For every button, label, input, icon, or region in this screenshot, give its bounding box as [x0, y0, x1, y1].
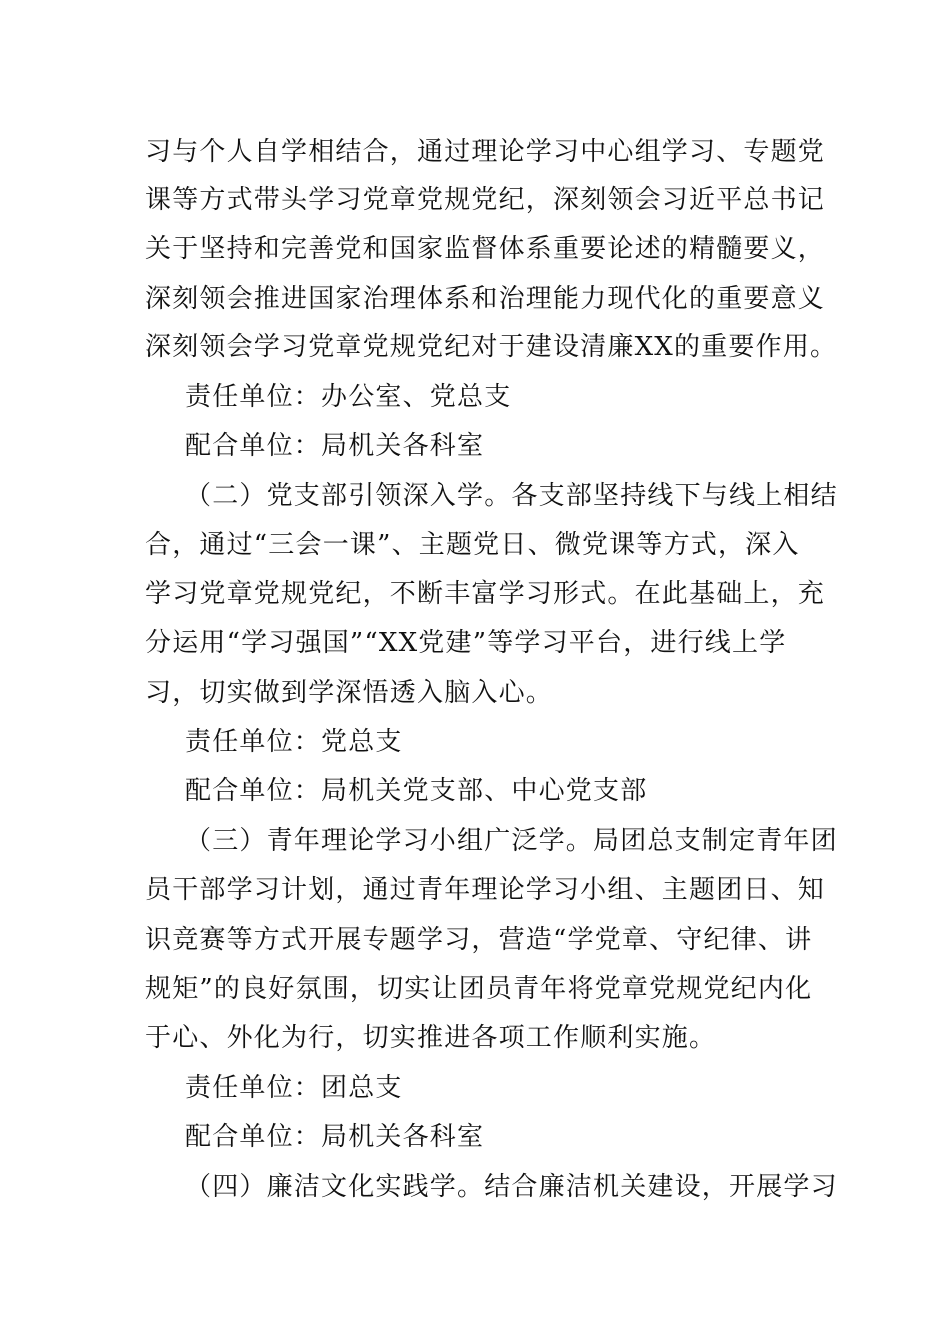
cooperating-unit-1: 配合单位：局机关各科室 — [185, 431, 485, 461]
section-2-line-4: 分运用“学习强国”“XX党建”等学习平台，进行线上学 — [145, 628, 787, 658]
section-2-heading-line: （二）党支部引领深入学。各支部坚持线下与线上相结 — [185, 481, 838, 511]
section-3-heading-line: （三）青年理论学习小组广泛学。局团总支制定青年团 — [185, 826, 838, 856]
responsible-unit-1: 责任单位：办公室、党总支 — [185, 382, 512, 412]
section-3-line-2: 员干部学习计划，通过青年理论学习小组、主题团日、知 — [145, 875, 826, 905]
responsible-unit-2: 责任单位：党总支 — [185, 727, 403, 757]
section-3-line-4: 规矩”的良好氛围，切实让团员青年将党章党规党纪内化 — [145, 974, 813, 1004]
cooperating-unit-3: 配合单位：局机关各科室 — [185, 1122, 485, 1152]
section-2-line-2: 合，通过“三会一课”、主题党日、微党课等方式，深入 — [145, 530, 800, 560]
section-3-line-5: 于心、外化为行，切实推进各项工作顺利实施。 — [145, 1023, 717, 1053]
section-3-line-3: 识竞赛等方式开展专题学习，营造“学党章、守纪律、讲 — [145, 925, 813, 955]
section-4-heading-line: （四）廉洁文化实践学。结合廉洁机关建设，开展学习 — [185, 1172, 838, 1202]
section-2-line-5: 习，切实做到学深悟透入脑入心。 — [145, 678, 554, 708]
paragraph-1-line-4: 深刻领会推进国家治理体系和治理能力现代化的重要意义 — [145, 284, 826, 314]
paragraph-1-line-1: 习与个人自学相结合，通过理论学习中心组学习、专题党 — [145, 137, 826, 167]
paragraph-1-line-3: 关于坚持和完善党和国家监督体系重要论述的精髓要义， — [145, 234, 826, 264]
paragraph-1-line-2: 课等方式带头学习党章党规党纪，深刻领会习近平总书记 — [145, 185, 826, 215]
cooperating-unit-2: 配合单位：局机关党支部、中心党支部 — [185, 776, 648, 806]
paragraph-1-line-5: 深刻领会学习党章党规党纪对于建设清廉XX的重要作用。 — [145, 332, 838, 362]
responsible-unit-3: 责任单位：团总支 — [185, 1073, 403, 1103]
section-2-line-3: 学习党章党规党纪，不断丰富学习形式。在此基础上，充 — [145, 579, 826, 609]
